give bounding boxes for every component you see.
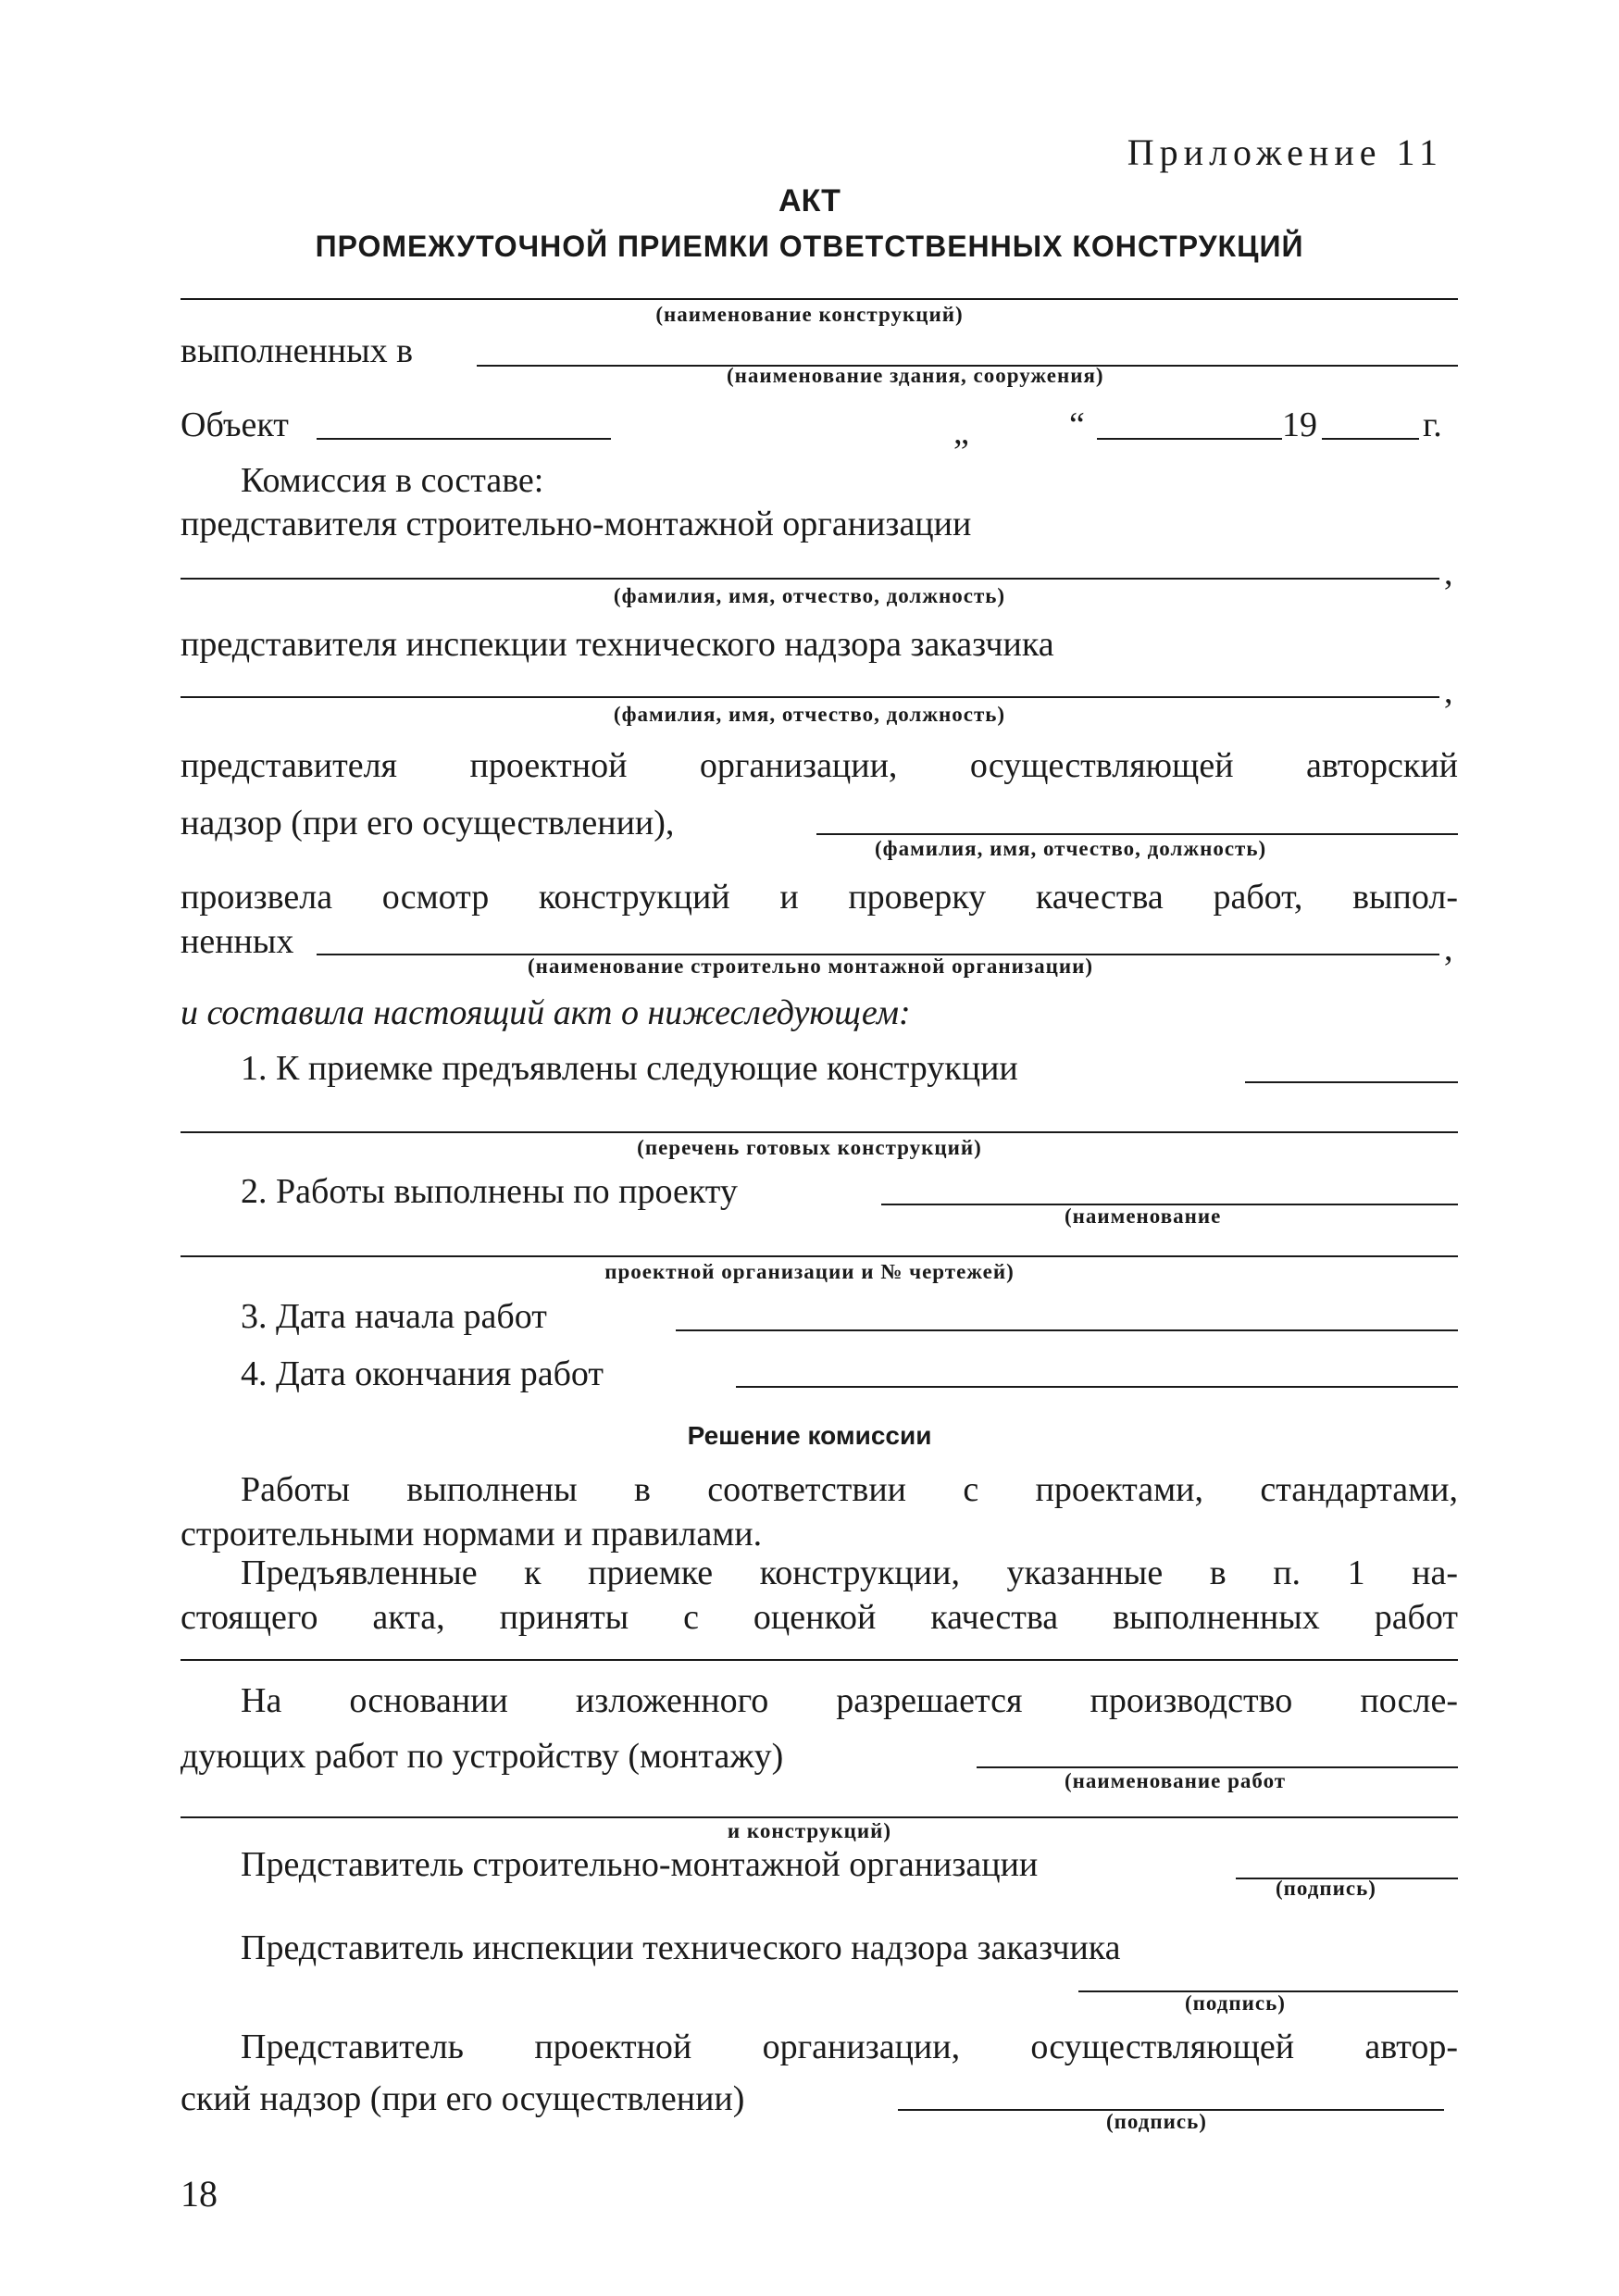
inspection-line1: произвела осмотр конструкций и проверку качества работ, выпол- bbox=[181, 878, 1458, 917]
item2-caption-b: проектной организации и № чертежей) bbox=[604, 1260, 1015, 1283]
works-caption-b: и конструкций) bbox=[727, 1819, 892, 1842]
decision-heading: Решение комиссии bbox=[687, 1421, 932, 1450]
sig3-line1: Представитель проектной организации, осуществляющей автор- bbox=[241, 2028, 1458, 2066]
date-month-line bbox=[1097, 438, 1282, 440]
item2-caption-a: (наименование bbox=[1065, 1204, 1222, 1228]
commission-heading: Комиссия в составе: bbox=[241, 461, 544, 500]
sig3-line2: ский надзор (при его осуществлении) bbox=[181, 2079, 745, 2118]
sig1-label: Представитель строительно-монтажной организации bbox=[241, 1845, 1039, 1884]
sig2-caption: (подпись) bbox=[1185, 1991, 1286, 2015]
year-prefix: 19 bbox=[1282, 406, 1317, 444]
appendix-label: Приложение 11 bbox=[1127, 131, 1443, 173]
construction-name-caption: (наименование конструкций) bbox=[655, 303, 964, 326]
rep-construction-caption: (фамилия, имя, отчество, должность) bbox=[613, 584, 1006, 607]
item4-label: 4. Дата окончания работ bbox=[241, 1354, 604, 1393]
rep-design-caption: (фамилия, имя, отчество, должность) bbox=[875, 837, 1267, 860]
sig2-label: Представитель инспекции технического надзора заказчика bbox=[241, 1928, 1121, 1967]
works-line bbox=[181, 1816, 1458, 1818]
item3-label: 3. Дата начала работ bbox=[241, 1297, 547, 1336]
works-inline-line bbox=[977, 1766, 1458, 1768]
item1-caption: (перечень готовых конструкций) bbox=[637, 1136, 982, 1159]
works-caption-a: (наименование работ bbox=[1065, 1769, 1287, 1792]
item1-list-line bbox=[181, 1131, 1458, 1133]
org-name-comma: , bbox=[1444, 930, 1453, 968]
rep-construction-comma: , bbox=[1444, 554, 1453, 593]
rep-inspection-line bbox=[181, 696, 1439, 698]
rep-design-line bbox=[816, 833, 1458, 835]
object-label: Объект bbox=[181, 406, 289, 444]
rep-design-line1: представителя проектной организации, осуществляющей авторский bbox=[181, 746, 1458, 785]
org-name-caption: (наименование строительно монтажной организации) bbox=[528, 955, 1094, 978]
object-line bbox=[317, 438, 611, 440]
rep-design-line2: надзор (при его осуществлении), bbox=[181, 804, 675, 842]
year-line bbox=[1322, 438, 1419, 440]
construction-name-line bbox=[181, 298, 1458, 300]
rep-inspection-comma: , bbox=[1444, 672, 1453, 711]
date-quote-day: “ bbox=[1069, 406, 1085, 444]
decision-p3-line2: дующих работ по устройству (монтажу) bbox=[181, 1737, 784, 1776]
inspection-line3: и составила настоящий акт о нижеследующем: bbox=[181, 993, 911, 1032]
item2-drawing-line bbox=[181, 1255, 1458, 1257]
quality-grade-line bbox=[181, 1659, 1458, 1661]
building-name-caption: (наименование здания, сооружения) bbox=[727, 364, 1104, 387]
document-subtitle: ПРОМЕЖУТОЧНОЙ ПРИЕМКИ ОТВЕТСТВЕННЫХ КОНСТРУКЦИЙ bbox=[315, 230, 1304, 263]
sig3-caption: (подпись) bbox=[1106, 2110, 1207, 2133]
decision-p1-line2: строительными нормами и правилами. bbox=[181, 1515, 763, 1554]
document-title: АКТ bbox=[778, 183, 841, 218]
item1-label: 1. К приемке предъявлены следующие конструкции bbox=[241, 1049, 1018, 1088]
rep-construction-label: представителя строительно-монтажной организации bbox=[181, 505, 972, 543]
item2-label: 2. Работы выполнены по проекту bbox=[241, 1172, 738, 1211]
rep-construction-line bbox=[181, 578, 1439, 580]
decision-p2-line2: стоящего акта, приняты с оценкой качества выполненных работ bbox=[181, 1598, 1458, 1637]
item4-line bbox=[736, 1386, 1458, 1388]
item3-line bbox=[676, 1329, 1458, 1331]
page-number: 18 bbox=[181, 2173, 218, 2215]
sig1-caption: (подпись) bbox=[1276, 1877, 1376, 1900]
date-quote-open: „ bbox=[953, 413, 969, 452]
inspection-line2: ненных bbox=[181, 922, 294, 961]
decision-p3-line1: На основании изложенного разрешается производство после- bbox=[241, 1681, 1458, 1720]
decision-p1-line1: Работы выполнены в соответствии с проектами, стандартами, bbox=[241, 1470, 1458, 1509]
item1-inline-line bbox=[1245, 1081, 1458, 1083]
performed-in-label: выполненных в bbox=[181, 331, 414, 370]
decision-p2-line1: Предъявленные к приемке конструкции, указанные в п. 1 на- bbox=[241, 1554, 1458, 1592]
rep-inspection-label: представителя инспекции технического надзора заказчика bbox=[181, 625, 1054, 664]
rep-inspection-caption: (фамилия, имя, отчество, должность) bbox=[613, 703, 1006, 726]
year-suffix: г. bbox=[1423, 406, 1442, 444]
